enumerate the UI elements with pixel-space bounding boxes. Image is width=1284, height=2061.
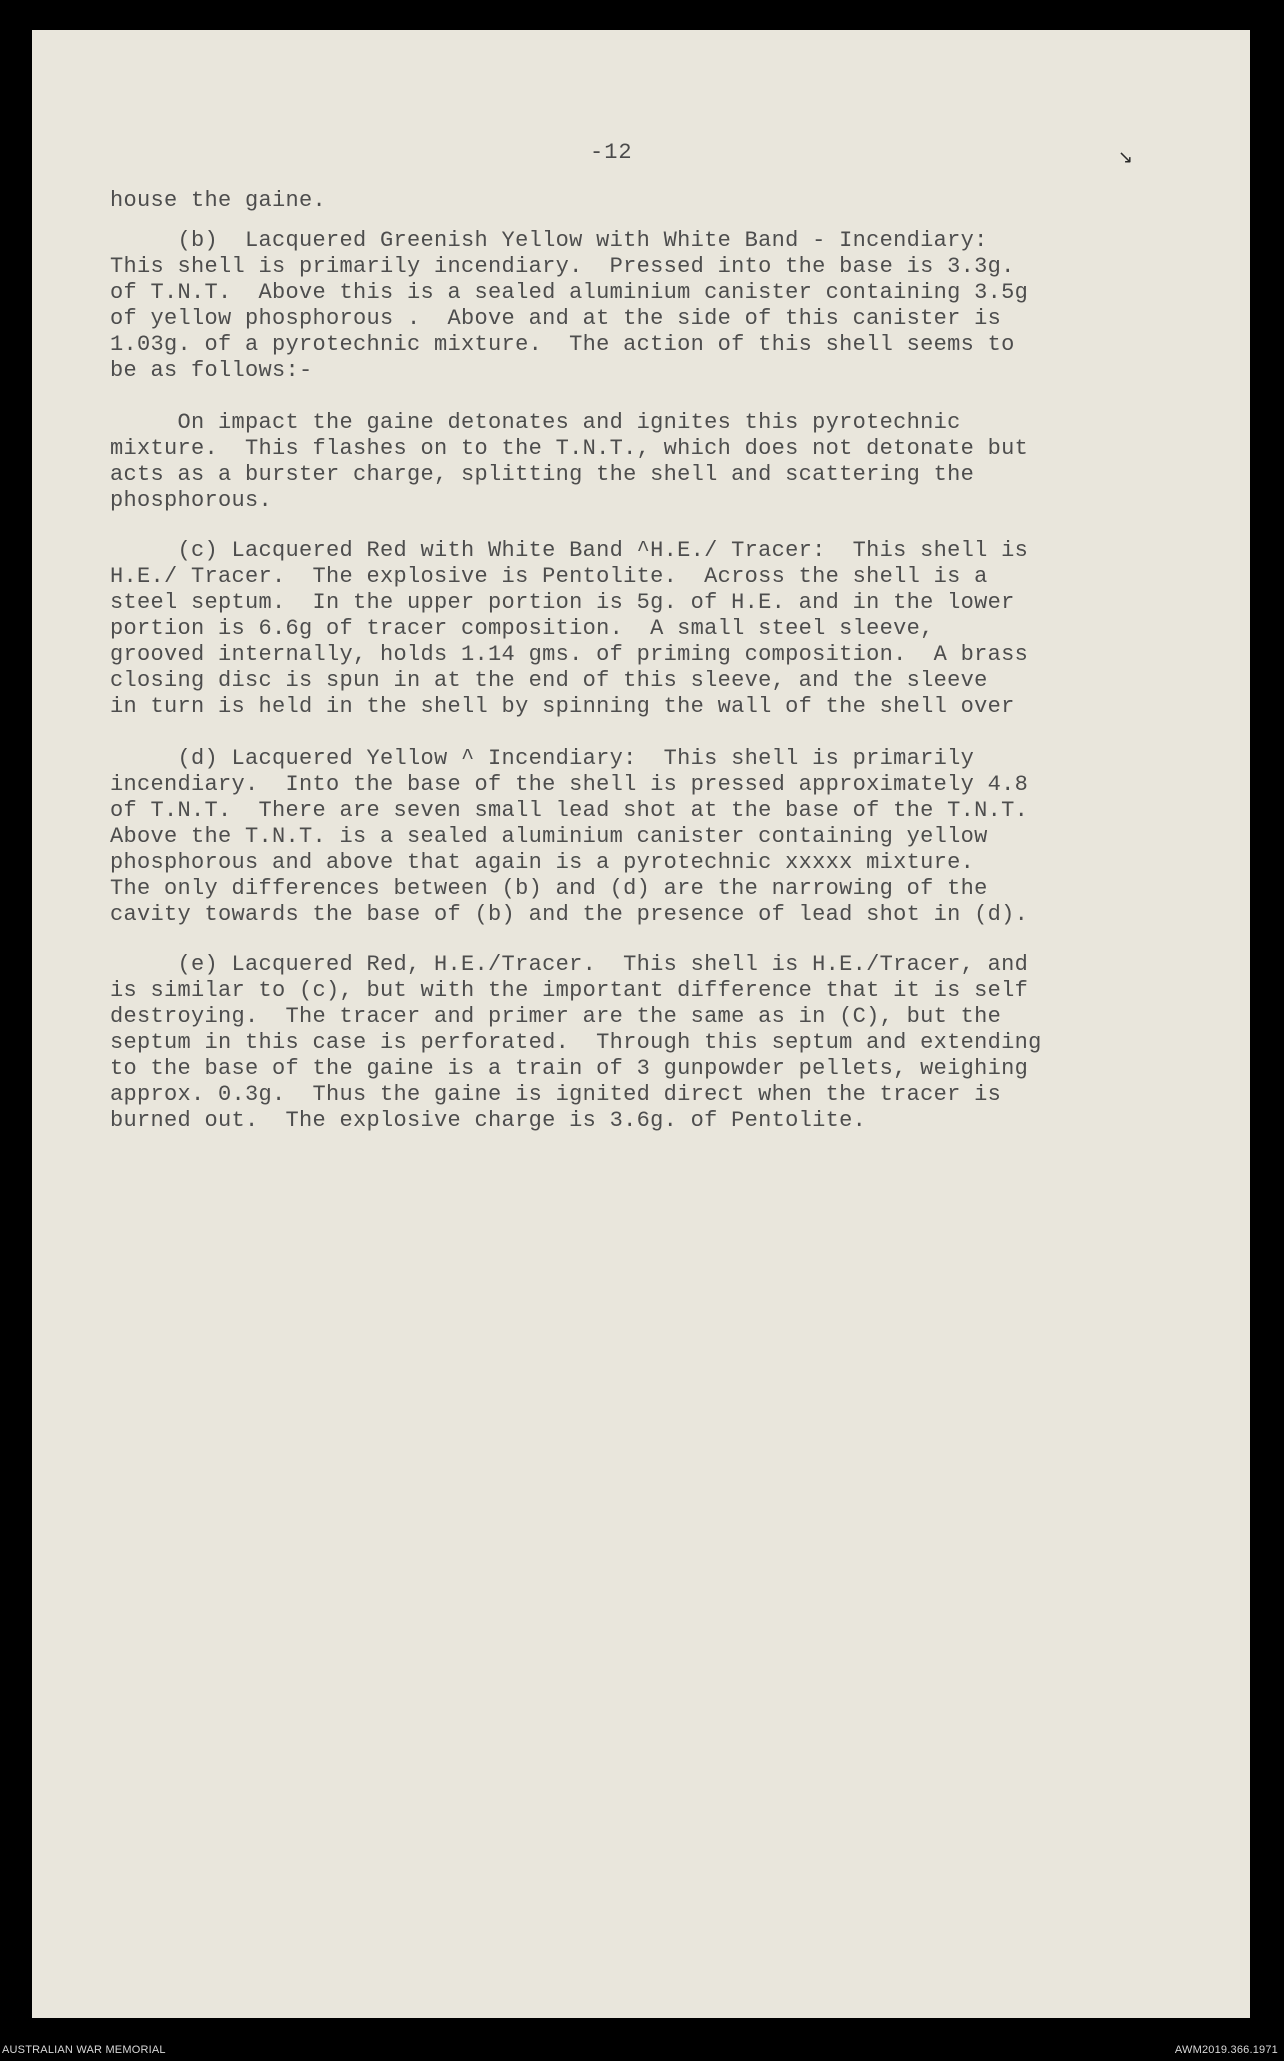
archive-credit: AUSTRALIAN WAR MEMORIAL	[2, 2044, 166, 2056]
text-line: of T.N.T. There are seven small lead shot at the base of the T.N.T.	[110, 798, 1029, 823]
text-line: closing disc is spun in at the end of this sleeve, and the sleeve	[110, 668, 988, 693]
text-line: On impact the gaine detonates and ignites this pyrotechnic	[110, 410, 961, 435]
text-line: The only differences between (b) and (d) are the narrowing of the	[110, 876, 988, 901]
text-line: This shell is primarily incendiary. Pressed into the base is 3.3g.	[110, 254, 1015, 279]
text-line: be as follows:-	[110, 358, 313, 383]
text-line: (e) Lacquered Red, H.E./Tracer. This shell is H.E./Tracer, and	[110, 952, 1029, 977]
text-line: Above the T.N.T. is a sealed aluminium canister containing yellow	[110, 824, 988, 849]
text-line: incendiary. Into the base of the shell is pressed approximately 4.8	[110, 772, 1029, 797]
text-line: grooved internally, holds 1.14 gms. of priming composition. A brass	[110, 642, 1029, 667]
paragraph-e	[110, 952, 1160, 1134]
paragraph-b	[110, 228, 1160, 384]
archive-reference: AWM2019.366.1971	[1174, 2044, 1278, 2056]
paragraph-d	[110, 746, 1160, 928]
text-line: (d) Lacquered Yellow ^ Incendiary: This shell is primarily	[110, 746, 975, 771]
page-number: -12	[590, 140, 633, 165]
text-line: phosphorous and above that again is a pyrotechnic xxxxx mixture.	[110, 850, 975, 875]
text-line: 1.03g. of a pyrotechnic mixture. The action of this shell seems to	[110, 332, 1015, 357]
text-line: septum in this case is perforated. Through this septum and extending	[110, 1030, 1042, 1055]
text-line: (c) Lacquered Red with White Band ^H.E./ Tracer: This shell is	[110, 538, 1029, 563]
text-line: H.E./ Tracer. The explosive is Pentolite. Across the shell is a	[110, 564, 988, 589]
text-line: burned out. The explosive charge is 3.6g. of Pentolite.	[110, 1108, 867, 1133]
text-line: of T.N.T. Above this is a sealed aluminium canister containing 3.5g	[110, 280, 1029, 305]
text-line: in turn is held in the shell by spinning the wall of the shell over	[110, 694, 1015, 719]
text-line: phosphorous.	[110, 488, 273, 513]
text-line: house the gaine.	[110, 188, 327, 213]
text-line: steel septum. In the upper portion is 5g. of H.E. and in the lower	[110, 590, 1015, 615]
text-line: portion is 6.6g of tracer composition. A small steel sleeve,	[110, 616, 934, 641]
text-line: acts as a burster charge, splitting the shell and scattering the	[110, 462, 975, 487]
text-line: of yellow phosphorous . Above and at the side of this canister is	[110, 306, 1002, 331]
text-line: destroying. The tracer and primer are the same as in (C), but the	[110, 1004, 1002, 1029]
text-line: to the base of the gaine is a train of 3 gunpowder pellets, weighing	[110, 1056, 1029, 1081]
paragraph-impact	[110, 410, 1160, 514]
text-line: mixture. This flashes on to the T.N.T., which does not detonate but	[110, 436, 1029, 461]
text-line: is similar to (c), but with the important difference that it is self	[110, 978, 1029, 1003]
text-line: approx. 0.3g. Thus the gaine is ignited direct when the tracer is	[110, 1082, 1002, 1107]
text-line: cavity towards the base of (b) and the presence of lead shot in (d).	[110, 902, 1029, 927]
ink-mark: ↘	[1118, 147, 1134, 168]
text-line: (b) Lacquered Greenish Yellow with White Band - Incendiary:	[110, 228, 988, 253]
paragraph-continuation	[110, 188, 1160, 214]
paragraph-c	[110, 538, 1160, 720]
